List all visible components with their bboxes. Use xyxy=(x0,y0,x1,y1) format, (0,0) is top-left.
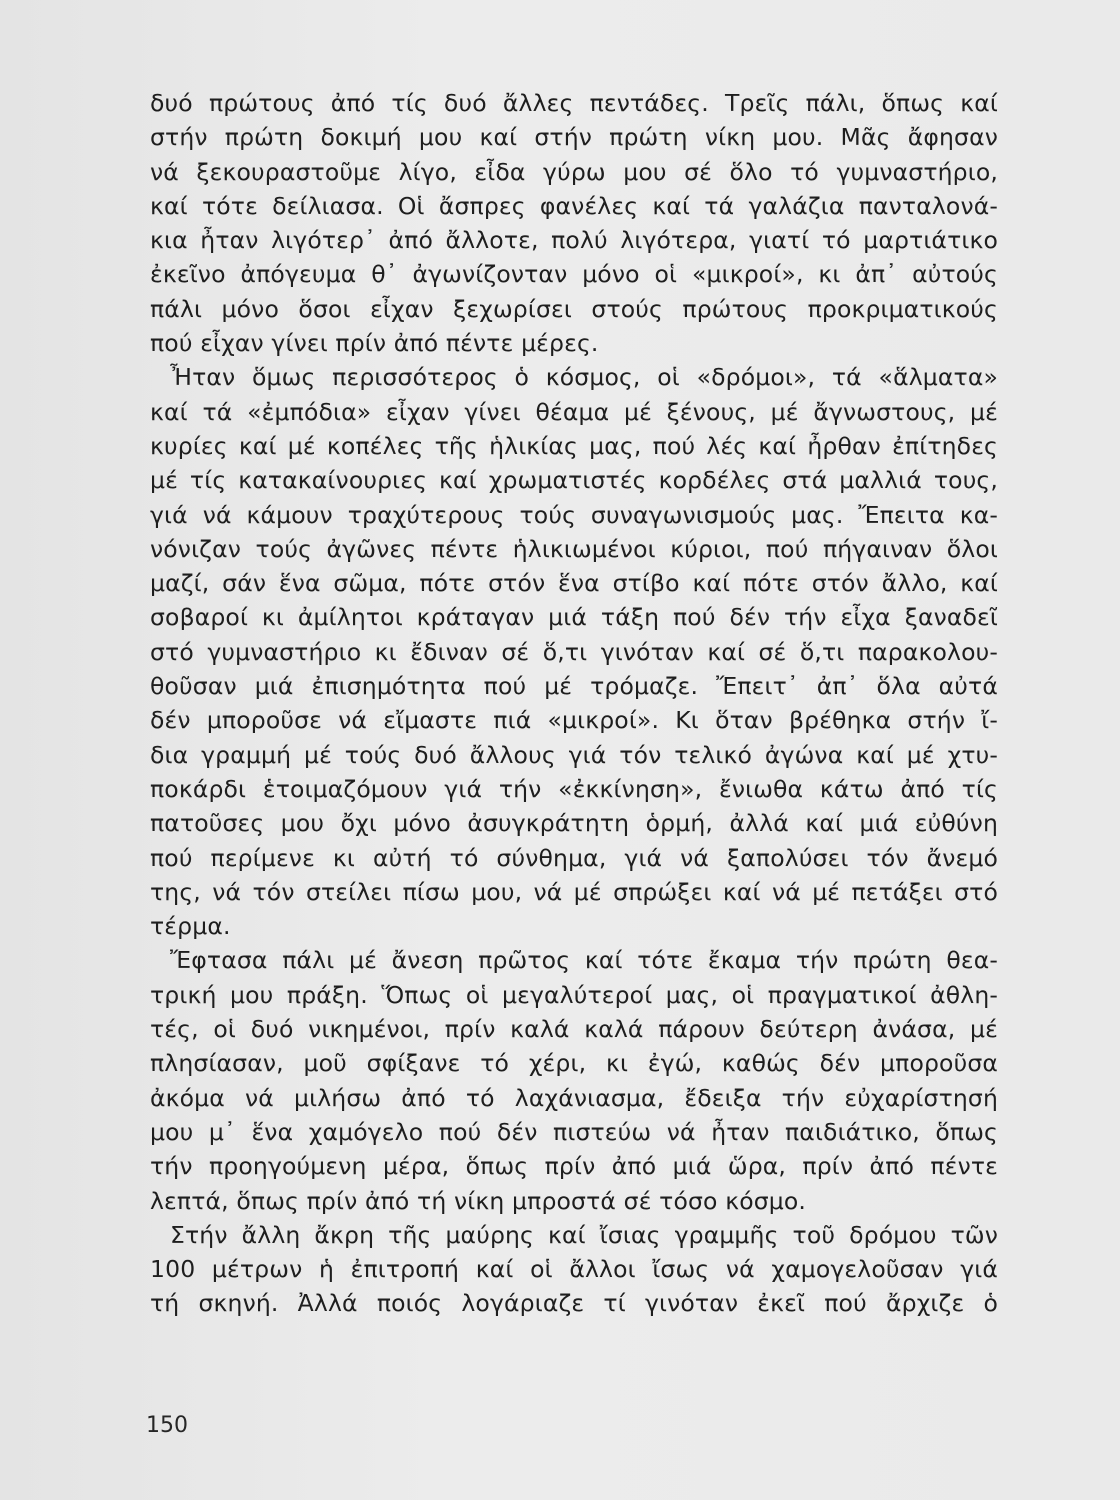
text-line: κια ἦταν λιγότερ᾽ ἀπό ἄλλοτε, πολύ λιγότερα, γιατί τό μαρτιάτικο xyxy=(150,226,998,255)
text-line: νά ξεκουραστοῦμε λίγο, εἶδα γύρω μου σέ ὅλο τό γυμναστήριο, xyxy=(150,157,998,186)
text-line: τήν προηγούμενη μέρα, ὅπως πρίν ἀπό μιά ὥρα, πρίν ἀπό πέντε xyxy=(150,1152,998,1181)
text-line: δέν μποροῦσε νά εἴμαστε πιά «μικροί». Κι ὅταν βρέθηκα στήν ἴ- xyxy=(150,706,998,735)
text-line: ἀκόμα νά μιλήσω ἀπό τό λαχάνιασμα, ἔδειξα τήν εὐχαρίστησή xyxy=(150,1083,998,1112)
text-line: τρική μου πράξη. Ὅπως οἱ μεγαλύτεροί μας, οἱ πραγματικοί ἀθλη- xyxy=(150,980,998,1009)
text-line: νόνιζαν τούς ἀγῶνες πέντε ἡλικιωμένοι κύριοι, πού πήγαιναν ὅλοι xyxy=(150,534,998,563)
text-line: σοβαροί κι ἀμίλητοι κράταγαν μιά τάξη πού δέν τήν εἶχα ξαναδεῖ xyxy=(150,603,998,632)
text-line: στήν πρώτη δοκιμή μου καί στήν πρώτη νίκη μου. Μᾶς ἄφησαν xyxy=(150,123,998,152)
text-line: δια γραμμή μέ τούς δυό ἄλλους γιά τόν τελικό ἀγώνα καί μέ χτυ- xyxy=(150,740,998,769)
text-line: κυρίες καί μέ κοπέλες τῆς ἡλικίας μας, πού λές καί ἦρθαν ἐπίτηδες xyxy=(150,431,998,460)
text-line: μαζί, σάν ἕνα σῶμα, πότε στόν ἕνα στίβο καί πότε στόν ἄλλο, καί xyxy=(150,569,998,598)
text-line: τέρμα. xyxy=(150,912,231,941)
text-line: τή σκηνή. Ἀλλά ποιός λογάριαζε τί γινόταν ἐκεῖ πού ἄρχιζε ὁ xyxy=(150,1289,998,1318)
text-line: στό γυμναστήριο κι ἔδιναν σέ ὅ,τι γινόταν καί σέ ὅ,τι παρακολου- xyxy=(150,637,998,666)
text-line: πάλι μόνο ὅσοι εἶχαν ξεχωρίσει στούς πρώτους προκριματικούς xyxy=(150,294,998,323)
text-line: ἐκεῖνο ἀπόγευμα θ᾽ ἀγωνίζονταν μόνο οἱ «μικροί», κι ἀπ᾽ αὐτούς xyxy=(150,260,998,289)
text-line: της, νά τόν στείλει πίσω μου, νά μέ σπρώξει καί νά μέ πετάξει στό xyxy=(150,877,998,906)
text-line: δυό πρώτους ἀπό τίς δυό ἄλλες πεντάδες. Τρεῖς πάλι, ὅπως καί xyxy=(150,89,998,117)
text-line: τές, οἱ δυό νικημένοι, πρίν καλά καλά πάρουν δεύτερη ἀνάσα, μέ xyxy=(150,1015,998,1044)
body-text xyxy=(150,86,998,1321)
text-line: πατοῦσες μου ὄχι μόνο ἀσυγκράτητη ὁρμή, ἀλλά καί μιά εὐθύνη xyxy=(150,809,998,838)
text-line: καί τότε δείλιασα. Οἱ ἄσπρες φανέλες καί τά γαλάζια πανταλονά- xyxy=(150,191,998,220)
text-line: μου μ᾽ ἕνα χαμόγελο πού δέν πιστεύω νά ἦταν παιδιάτικο, ὅπως xyxy=(150,1117,998,1146)
text-line: πού περίμενε κι αὐτή τό σύνθημα, γιά νά ξαπολύσει τόν ἄνεμό xyxy=(150,843,998,872)
text-line: Ἔφτασα πάλι μέ ἄνεση πρῶτος καί τότε ἔκαμα τήν πρώτη θεα- xyxy=(170,946,998,975)
text-line: ποκάρδι ἑτοιμαζόμουν γιά τήν «ἐκκίνηση», ἔνιωθα κάτω ἀπό τίς xyxy=(150,774,998,803)
text-line: 100 μέτρων ἡ ἐπιτροπή καί οἱ ἄλλοι ἴσως νά χαμογελοῦσαν γιά xyxy=(150,1255,998,1284)
text-line: πού εἶχαν γίνει πρίν ἀπό πέντε μέρες. xyxy=(150,329,599,358)
page-number: 150 xyxy=(146,1413,188,1438)
text-line: λεπτά, ὅπως πρίν ἀπό τή νίκη μπροστά σέ τόσο κόσμο. xyxy=(150,1186,807,1215)
text-line: πλησίασαν, μοῦ σφίξανε τό χέρι, κι ἐγώ, καθώς δέν μποροῦσα xyxy=(150,1049,998,1078)
text-line: καί τά «ἐμπόδια» εἶχαν γίνει θέαμα μέ ξένους, μέ ἄγνωστους, μέ xyxy=(150,397,998,426)
text-line: Στήν ἄλλη ἄκρη τῆς μαύρης καί ἴσιας γραμμῆς τοῦ δρόμου τῶν xyxy=(170,1220,998,1249)
text-line: μέ τίς κατακαίνουριες καί χρωματιστές κορδέλες στά μαλλιά τους, xyxy=(150,466,998,495)
text-line: γιά νά κάμουν τραχύτερους τούς συναγωνισμούς μας. Ἔπειτα κα- xyxy=(150,500,998,529)
text-line: Ἦταν ὅμως περισσότερος ὁ κόσμος, οἱ «δρόμοι», τά «ἅλματα» xyxy=(170,363,998,392)
text-line: θοῦσαν μιά ἐπισημότητα πού μέ τρόμαζε. Ἔπειτ᾽ ἀπ᾽ ὅλα αὐτά xyxy=(150,672,998,701)
